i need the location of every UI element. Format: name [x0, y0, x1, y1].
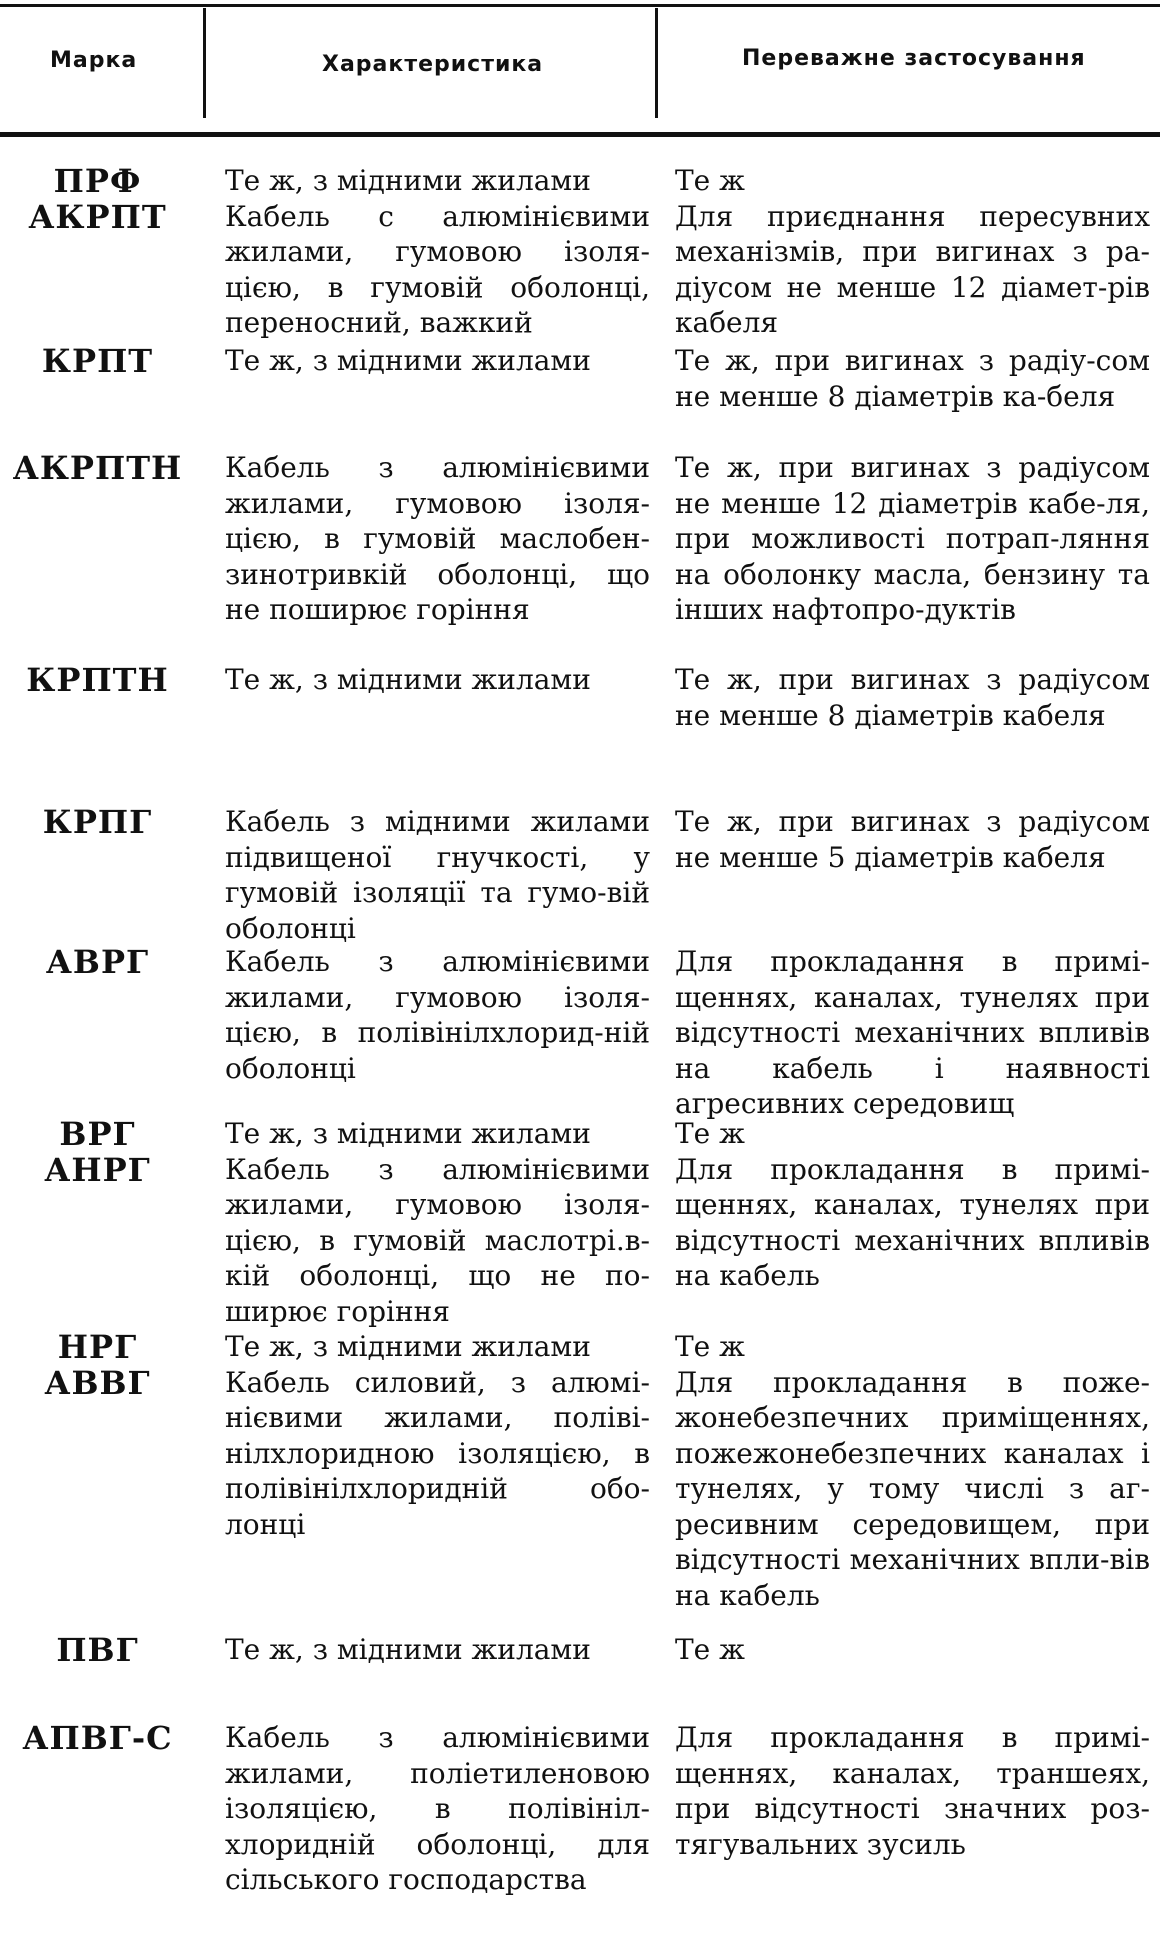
brand-label: АВВГ [44, 1364, 151, 1402]
brand-label: КРПТ [41, 342, 154, 380]
brand-cell [0, 343, 195, 379]
characteristic-cell: Кабель з алюмінієвими жилами, поліетиленовою ізоляцією, в полівініл-хлоридній оболонці, для сільського господарства [225, 1721, 650, 1896]
characteristic-cell: Те ж, з мідними жилами [225, 663, 591, 696]
brand-cell [0, 163, 195, 235]
brand-cell [0, 1632, 195, 1668]
usage-cell: Те ж, при вигинах з радіусом не менше 5 діаметрів кабеля [675, 805, 1150, 874]
usage-cell: Те ж [675, 1633, 745, 1666]
brand-label: КРПТН [26, 661, 169, 699]
header-characteristic: Характеристика [322, 52, 544, 77]
usage-cell: Те ж, при вигинах з радіу-сом не менше 8 діаметрів ка-беля [675, 344, 1150, 413]
brand-label: АПВГ-С [22, 1719, 173, 1757]
characteristic-cell: Те ж, з мідними жилами [225, 1633, 591, 1666]
brand-cell [0, 662, 195, 698]
characteristic-cell: Кабель з алюмінієвими жилами, гумовою ізоля-цією, в гумовій маслобен-зинотривкій оболонці, що не поширює горіння [225, 451, 650, 626]
column-divider [655, 8, 658, 118]
brand-label: НРГ [57, 1328, 138, 1366]
characteristic-cell: Кабель з мідними жилами підвищеної гнучкості, у гумовій ізоляції та гумо-вій оболонці [225, 805, 650, 945]
usage-cell: Для прокладання в примі-щеннях, каналах, траншеях, при відсутності значних роз-тягувальних зусиль [675, 1721, 1150, 1861]
usage-cell: Те ж Для прокладання в поже-жонебезпечних приміщеннях, пожежонебезпечних каналах і тунелях, у тому числі з аг-ресивним середовищем, при відсутності механічних впли-вів на кабель [675, 1330, 1150, 1612]
brand-label: ВРГ [59, 1115, 136, 1153]
brand-cell [0, 450, 195, 486]
column-divider [203, 8, 206, 118]
characteristic-cell: Те ж, з мідними жилами Кабель силовий, з алюмі-нієвими жилами, полівi-нілхлоридною ізоляцією, в полівінілхлоридній обо-лонці [225, 1330, 650, 1541]
table-top-rule [0, 4, 1160, 7]
characteristic-cell: Кабель з алюмінієвими жилами, гумовою ізоля-цією, в полівінілхлорид-ній оболонці [225, 945, 650, 1085]
characteristic-cell: Те ж, з мідними жилами Кабель с алюмінієвими жилами, гумовою ізоля-цією, в гумовій оболонці, переносний, важкий [225, 164, 650, 339]
brand-label: ПРФ [53, 162, 142, 200]
usage-cell: Те ж Для прокладання в примі-щеннях, каналах, тунелях при відсутності механічних впливів на кабель [675, 1117, 1150, 1292]
characteristic-cell: Те ж, з мідними жилами Кабель з алюмінієвими жилами, гумовою ізоля-цією, в гумовій маслотрі.в-кій оболонці, що не по-ширює горіння [225, 1117, 650, 1328]
brand-cell [0, 1329, 195, 1401]
usage-cell: Те ж Для приєднання пересувних механізмів, при вигинах з ра-діусом не менше 12 діамет-рів кабеля [675, 164, 1150, 339]
characteristic-cell: Те ж, з мідними жилами [225, 344, 591, 377]
brand-label: АНРГ [44, 1151, 151, 1189]
brand-cell [0, 804, 195, 840]
usage-cell: Те ж, при вигинах з радіусом не менше 8 діаметрів кабеля [675, 663, 1150, 732]
brand-label: АВРГ [45, 943, 150, 981]
header-usage: Переважне застосування [742, 46, 1086, 71]
brand-label: АКРПТ [28, 198, 167, 236]
usage-cell: Те ж, при вигинах з радіусом не менше 12 діаметрів кабе-ля, при можливості потрап-ляння на оболонку масла, бензину та інших нафтопро-дуктів [675, 451, 1150, 626]
usage-cell: Для прокладання в примі-щеннях, каналах, тунелях при відсутності механічних впливів на кабель і наявності агресивних середовищ [675, 945, 1150, 1120]
brand-cell [0, 944, 195, 980]
table-header-rule [0, 132, 1160, 137]
brand-cell [0, 1720, 195, 1756]
brand-label: КРПГ [42, 803, 153, 841]
brand-label: ПВГ [56, 1631, 139, 1669]
brand-label: АКРПТН [12, 449, 183, 487]
header-brand: Марка [50, 48, 138, 73]
brand-cell [0, 1116, 195, 1188]
